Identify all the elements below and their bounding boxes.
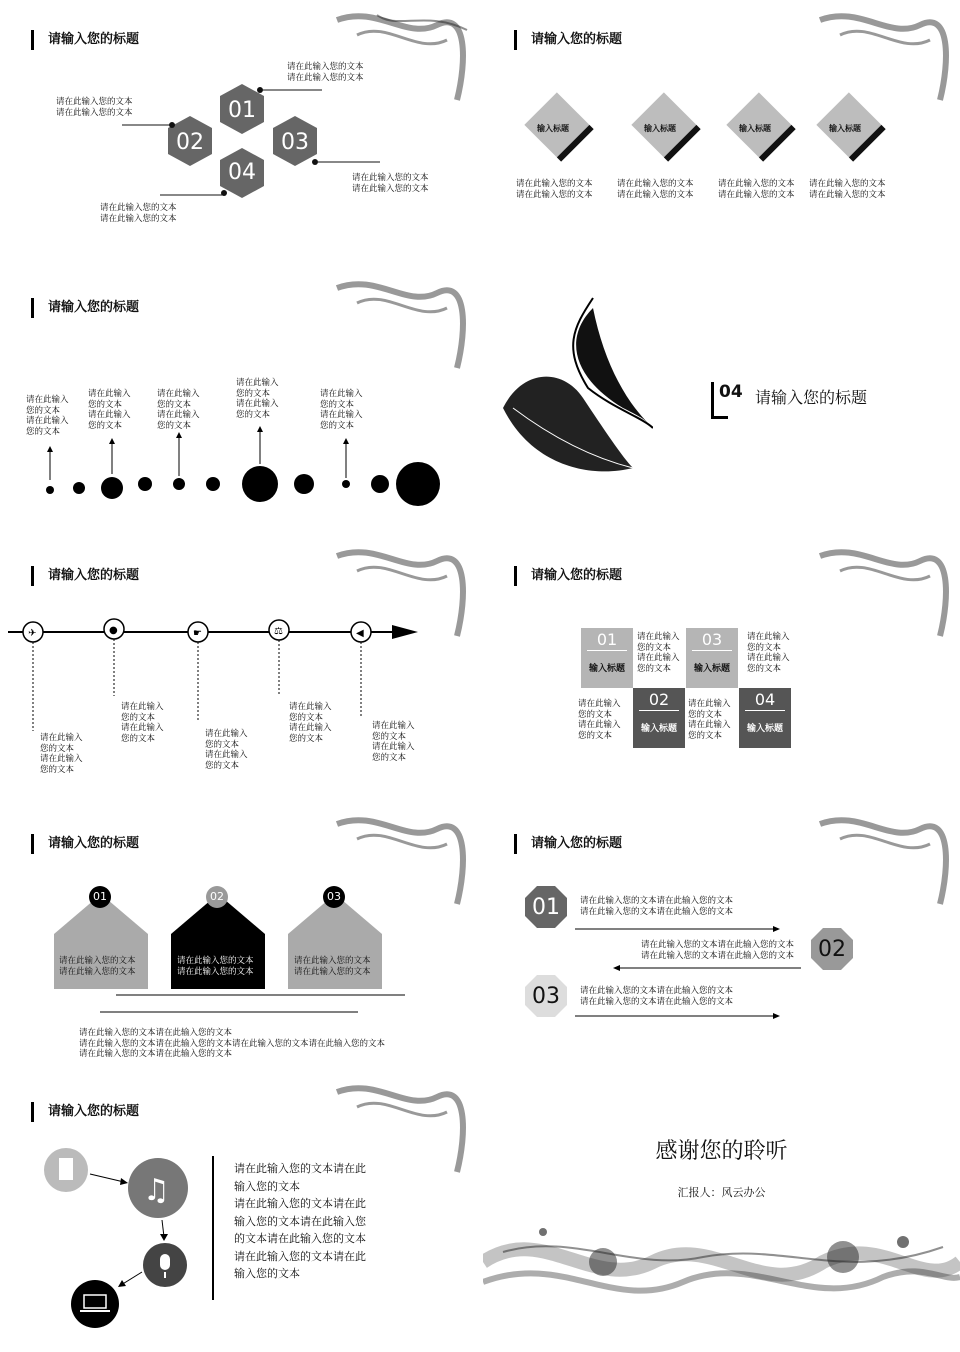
text-block: 请在此输入 您的文本 请在此输入 您的文本 (289, 702, 332, 744)
text-block: 请在此输入 您的文本 请在此输入 您的文本 (88, 389, 131, 431)
scale-icon: ⚖ (274, 626, 283, 637)
text-block: 请在此输入 您的文本 请在此输入 您的文本 (236, 378, 279, 420)
slide-10 (483, 1072, 960, 1338)
text-block: 请在此输入您的文本 请在此输入您的文本 (56, 97, 133, 118)
slide-title: 请输入您的标题 (31, 298, 139, 318)
reporter: 汇报人：风云办公 (677, 1186, 766, 1199)
airplane-icon: ✈ (28, 628, 37, 639)
step-number: 01 (89, 886, 111, 908)
text-block: 请在此输入 您的文本 请在此输入 您的文本 (688, 699, 731, 741)
step-number: 03 (532, 984, 560, 1009)
slide-3 (0, 268, 477, 534)
box-number: 04 (745, 690, 785, 711)
hand-icon: ☛ (193, 628, 202, 639)
laptop-icon (71, 1280, 119, 1328)
octagon-diagram (483, 804, 960, 1070)
text-block: 请在此输入 您的文本 请在此输入 您的文本 (578, 699, 621, 741)
text-block: 请在此输入 您的文本 请在此输入 您的文本 (26, 395, 69, 437)
text-block: 请在此输入您的文本 请在此输入您的文本 (352, 173, 429, 194)
box-label: 输入标题 (746, 724, 783, 734)
text-block: 请在此输入 您的文本 请在此输入 您的文本 (157, 389, 200, 431)
feather-illustration (493, 288, 653, 498)
hex-label-02: 02 (176, 130, 204, 155)
ink-smoke-decoration (483, 1202, 960, 1338)
thanks-title: 感谢您的聆听 (655, 1139, 788, 1164)
diamond-label: 输入标题 (739, 124, 771, 133)
box-04 (739, 688, 791, 748)
slide-5 (0, 536, 477, 802)
slide-9 (0, 1072, 477, 1338)
text-block: 请在此输入 您的文本 请在此输入 您的文本 (747, 632, 790, 674)
slide-title: 请输入您的标题 (514, 834, 622, 854)
money-bag-icon: ● (109, 625, 118, 636)
slide-7 (0, 804, 477, 1070)
slide-title: 请输入您的标题 (514, 30, 622, 50)
text-block: 请在此输入您的文本 请在此输入您的文本 (718, 179, 795, 200)
box-02 (633, 688, 685, 748)
text-block: 请在此输入 您的文本 请在此输入 您的文本 (320, 389, 363, 431)
slide-title: 请输入您的标题 (31, 566, 139, 586)
slide-1 (0, 0, 477, 266)
text-block: 请在此输入您的文本 请在此输入您的文本 (294, 956, 371, 977)
text-block: 请在此输入您的文本请在此输入您的文本 请在此输入您的文本请在此输入您的文本 (580, 986, 734, 1007)
slide-title: 请输入您的标题 (31, 30, 139, 50)
text-block: 请在此输入您的文本 请在此输入您的文本 (516, 179, 593, 200)
box-number: 01 (587, 630, 627, 651)
box-label: 输入标题 (693, 664, 730, 674)
hex-label-04: 04 (228, 160, 256, 185)
box-number: 02 (639, 690, 679, 711)
step-number: 03 (323, 886, 345, 908)
step-number: 01 (532, 895, 560, 920)
text-block: 请在此输入您的文本 请在此输入您的文本 (59, 956, 136, 977)
step-number: 02 (818, 937, 846, 962)
hex-label-03: 03 (281, 130, 309, 155)
box-03 (686, 628, 738, 688)
text-block: 请在此输入您的文本 请在此输入您的文本 (177, 956, 254, 977)
long-text-block: 请在此输入您的文本请在此输入您的文本 请在此输入您的文本请在此输入您的文本请在此输入您的文本请在此输入您的文本 请在此输入您的文本请在此输入您的文本 (79, 1028, 386, 1059)
connector-lines (0, 0, 477, 266)
slide-title: 请输入您的标题 (31, 1102, 139, 1122)
diamond-label: 输入标题 (537, 124, 569, 133)
step-number: 02 (206, 886, 228, 908)
text-block: 请在此输入您的文本 请在此输入您的文本 (100, 203, 177, 224)
text-block: 请在此输入 您的文本 请在此输入 您的文本 (121, 702, 164, 744)
text-block: 请在此输入您的文本请在此输入您的文本 请在此输入您的文本请在此输入您的文本 (580, 896, 734, 917)
box-label: 输入标题 (588, 664, 625, 674)
box-01 (581, 628, 633, 688)
box-label: 输入标题 (640, 724, 677, 734)
text-block: 请在此输入 您的文本 请在此输入 您的文本 (372, 721, 415, 763)
slide-2 (483, 0, 960, 266)
slide-6 (483, 536, 960, 802)
svg-text:♫: ♫ (143, 1173, 170, 1208)
slide-title: 请输入您的标题 (514, 566, 622, 586)
slide-8 (483, 804, 960, 1070)
hex-label-01: 01 (228, 98, 256, 123)
megaphone-icon: ◀ (356, 628, 364, 639)
text-block: 请在此输入您的文本 请在此输入您的文本 (617, 179, 694, 200)
slide-4 (483, 268, 960, 534)
text-block: 请在此输入 您的文本 请在此输入 您的文本 (205, 729, 248, 771)
section-number: 04 (719, 382, 743, 402)
section-title: 请输入您的标题 (755, 388, 868, 407)
text-block: 请在此输入 您的文本 请在此输入 您的文本 (637, 632, 680, 674)
slide-title: 请输入您的标题 (31, 834, 139, 854)
text-block: 请在此输入您的文本请在此输入您的文本 请在此输入您的文本请在此输入您的文本 (641, 940, 795, 961)
text-block: 请在此输入 您的文本 请在此输入 您的文本 (40, 733, 83, 775)
diamond-label: 输入标题 (829, 124, 861, 133)
smoke-decoration (800, 536, 960, 646)
smoke-decoration (800, 0, 960, 110)
diamond-label: 输入标题 (644, 124, 676, 133)
text-block: 请在此输入您的文本 请在此输入您的文本 (809, 179, 886, 200)
body-text: 请在此输入您的文本请在此 输入您的文本 请在此输入您的文本请在此 输入您的文本请在此输入您 的文本请在此输入您的文本 请在此输入您的文本请在此 输入您的文本 (234, 1162, 366, 1280)
box-number: 03 (692, 630, 732, 651)
text-block: 请在此输入您的文本 请在此输入您的文本 (287, 62, 364, 83)
